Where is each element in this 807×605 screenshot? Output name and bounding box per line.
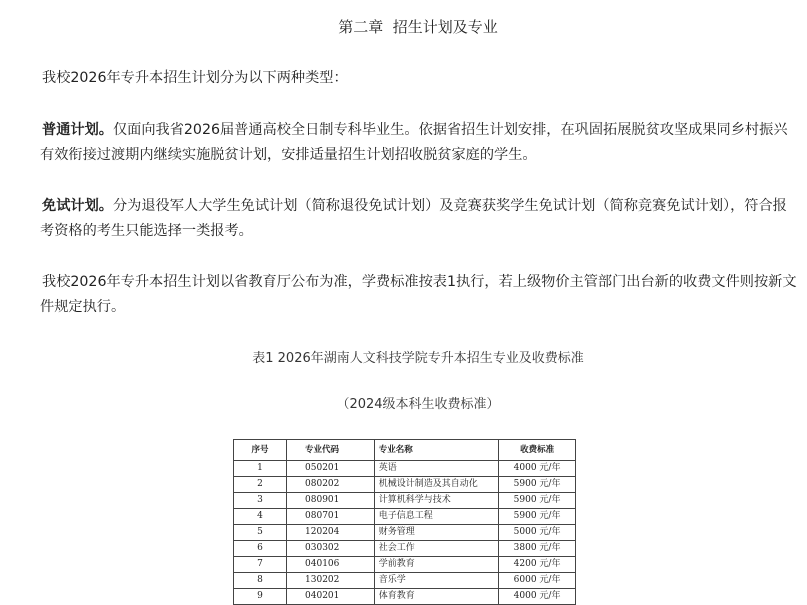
major-code-cell: 120204: [287, 525, 375, 541]
header-cell-no: 序号: [234, 440, 287, 461]
major-code-cell: 080901: [287, 493, 375, 509]
table-row: [234, 525, 576, 541]
major-code-cell: 040201: [287, 589, 375, 605]
major-name-cell: 机械设计制造及其自动化: [374, 477, 498, 493]
fee-table: [233, 439, 576, 605]
row-number-cell: 4: [234, 509, 287, 525]
plan-exempt-text: 分为退役军人大学生免试计划（简称退役免试计划）及竞赛获奖学生免试计划（简称竞赛免试计划），符合报考资格的考生只能选择一类报考。: [40, 198, 787, 239]
tuition-fee-cell: 5900 元/年: [499, 477, 576, 493]
fee-note-paragraph: 我校2026年专升本招生计划以省教育厅公布为准，学费标准按表1执行，若上级物价主管部门出台新的收费文件则按新文件规定执行。: [40, 274, 797, 315]
plan-exempt-paragraph: [40, 194, 800, 244]
tuition-fee-cell: 5900 元/年: [499, 509, 576, 525]
major-name-cell: 学前教育: [374, 557, 498, 573]
major-name-cell: 体育教育: [374, 589, 498, 605]
plan-general-text: 仅面向我省2026届普通高校全日制专科毕业生。依据省招生计划安排，在巩固拓展脱贫攻坚成果同乡村振兴有效衔接过渡期内继续实施脱贫计划，安排适量招生计划招收脱贫家庭的学生。: [40, 122, 788, 163]
table-row: [234, 573, 576, 589]
row-number-cell: 6: [234, 541, 287, 557]
intro-paragraph: 我校2026年专升本招生计划分为以下两种类型：: [42, 70, 348, 86]
tuition-fee-cell: 6000 元/年: [499, 573, 576, 589]
major-code-cell: 030302: [287, 541, 375, 557]
header-cell-fee: 收费标准: [499, 440, 576, 461]
major-code-cell: 080202: [287, 477, 375, 493]
tuition-fee-cell: 3800 元/年: [499, 541, 576, 557]
row-number-cell: 9: [234, 589, 287, 605]
table-row: [234, 541, 576, 557]
major-code-cell: 050201: [287, 461, 375, 477]
table-row: [234, 509, 576, 525]
table-subcaption: （2024级本科生收费标准）: [336, 397, 500, 412]
major-code-cell: 040106: [287, 557, 375, 573]
major-name-cell: 电子信息工程: [374, 509, 498, 525]
header-cell-name: 专业名称: [374, 440, 498, 461]
table-row: [234, 557, 576, 573]
table-row: [234, 461, 576, 477]
row-number-cell: 3: [234, 493, 287, 509]
major-code-cell: 080701: [287, 509, 375, 525]
tuition-fee-cell: 5900 元/年: [499, 493, 576, 509]
plan-general-label: 普通计划。: [42, 122, 113, 138]
table-row: [234, 493, 576, 509]
row-number-cell: 5: [234, 525, 287, 541]
row-number-cell: 1: [234, 461, 287, 477]
major-name-cell: 社会工作: [374, 541, 498, 557]
major-name-cell: 财务管理: [374, 525, 498, 541]
row-number-cell: 8: [234, 573, 287, 589]
table-caption: 表1 2026年湖南人文科技学院专升本招生专业及收费标准: [252, 351, 584, 366]
table-header-row: [234, 440, 576, 461]
tuition-fee-cell: 4200 元/年: [499, 557, 576, 573]
tuition-fee-cell: 5000 元/年: [499, 525, 576, 541]
header-cell-code: 专业代码: [287, 440, 375, 461]
row-number-cell: 7: [234, 557, 287, 573]
major-name-cell: 音乐学: [374, 573, 498, 589]
chapter-title: 第二章 招生计划及专业: [338, 18, 498, 36]
major-code-cell: 130202: [287, 573, 375, 589]
plan-exempt-label: 免试计划。: [42, 198, 113, 214]
tuition-fee-cell: 4000 元/年: [499, 589, 576, 605]
tuition-fee-cell: 4000 元/年: [499, 461, 576, 477]
plan-general-paragraph: [40, 118, 800, 168]
major-name-cell: 英语: [374, 461, 498, 477]
table-row: [234, 589, 576, 605]
row-number-cell: 2: [234, 477, 287, 493]
major-name-cell: 计算机科学与技术: [374, 493, 498, 509]
table-row: [234, 477, 576, 493]
